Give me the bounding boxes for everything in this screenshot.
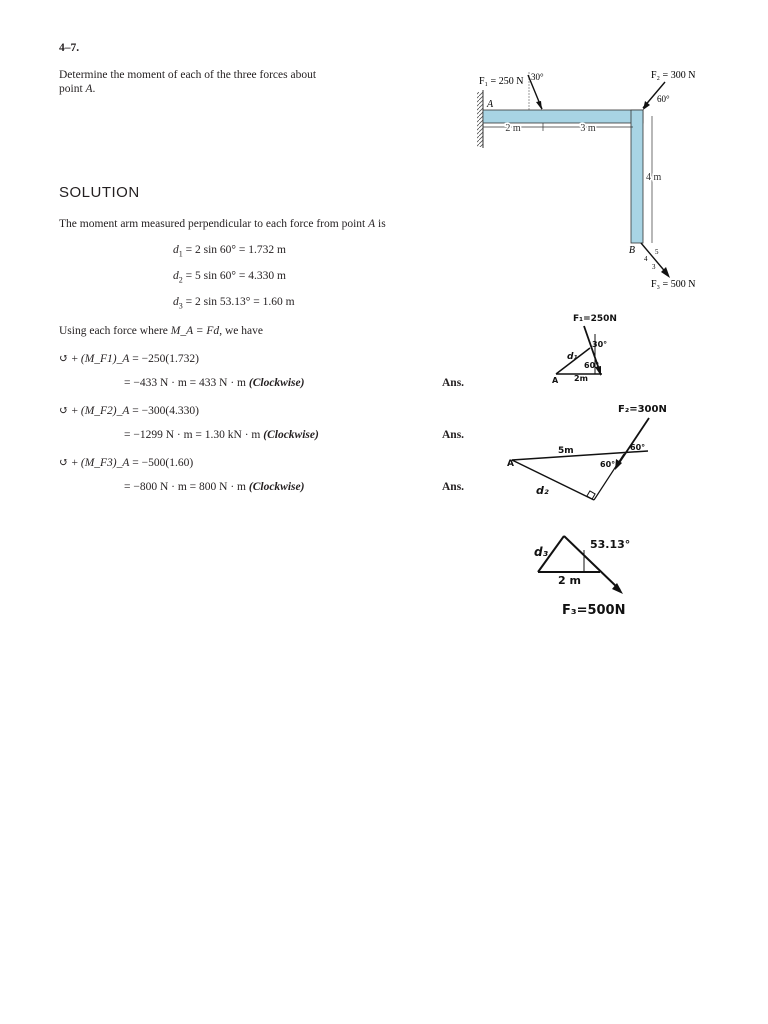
m2-direction: (Clockwise) [263, 429, 319, 441]
label-dim-4m: 4 m [646, 172, 662, 183]
label-slope-3: 3 [652, 263, 656, 271]
wall-support [477, 92, 483, 147]
d2-value: = 5 sin 60° = 4.330 m [185, 270, 286, 282]
m2-lhs: (M_F2)_A [80, 405, 130, 417]
sketch2-point-a: A [507, 459, 514, 469]
sketch1-force-label: F₁=250N [573, 314, 617, 324]
label-angle-60: 60° [657, 94, 670, 104]
using-equation: M_A = Fd [170, 325, 220, 337]
label-f3: F₃ = 500 N [651, 279, 696, 290]
sketch3-d3: d₃ [534, 545, 548, 559]
problem-number: 4–7. [59, 42, 80, 54]
problem-figure [455, 60, 715, 300]
label-slope-5: 5 [655, 248, 659, 256]
solution-heading: SOLUTION [59, 184, 140, 201]
statement-period: . [92, 83, 96, 95]
moment-f3-equation [59, 455, 193, 469]
sketch1-angle60: 60° [584, 361, 600, 370]
m3-lhs: (M_F3)_A [80, 457, 130, 469]
using-statement [59, 325, 263, 337]
label-point-b: B [628, 245, 635, 256]
m1-result: = −433 N · m = 433 N · m [124, 377, 246, 389]
moment-arm-d3: $d_3 = 2$ sin 53.13° = 1.60 m [173, 296, 295, 311]
problem-statement [59, 68, 359, 96]
statement-line-2: point [59, 83, 86, 95]
sketch2-force-line [617, 418, 649, 466]
sketch2-angle2: 60° [600, 460, 616, 469]
moment-arm-d2: $d_2 = 5$ sin 60° = 4.330 m [173, 270, 286, 285]
sketch-f2 [500, 396, 670, 508]
f2-arrowhead [643, 101, 650, 110]
using-text: Using each force where [59, 325, 171, 337]
d1-value: = 2 sin 60° = 1.732 m [185, 244, 286, 256]
ccw-sign-icon: ↺ + [59, 457, 78, 469]
moment-f1-result [124, 377, 304, 389]
sketch2-force-label: F₂=300N [618, 404, 667, 415]
moment-f3-result [124, 481, 304, 493]
ans-label-2: Ans. [442, 429, 465, 441]
horizontal-beam [483, 110, 643, 123]
sketch-f3 [528, 526, 648, 626]
solution-intro [59, 218, 386, 230]
statement-line-1: Determine the moment of each of the three forces about [59, 69, 317, 81]
m3-result: = −800 N · m = 800 N · m [124, 481, 246, 493]
sketch3-angle: 53.13° [590, 538, 631, 551]
m1-direction: (Clockwise) [248, 377, 305, 389]
moment-arm-d1: $d_1 = 2$ sin 60° = 1.732 m [173, 244, 286, 259]
statement-point: A [85, 83, 93, 95]
using-end: , we have [219, 325, 263, 337]
vertical-beam [631, 110, 643, 243]
label-dim-2m: 2 m [505, 123, 521, 134]
moment-f2-equation [59, 403, 199, 417]
sketch1-angle30: 30° [592, 340, 608, 349]
f1-arrowhead [536, 101, 542, 110]
moment-f1-equation [59, 351, 199, 365]
moment-f2-result [124, 429, 319, 441]
sketch-f1 [540, 308, 620, 388]
intro-text: The moment arm measured perpendicular to each force from point [59, 218, 369, 230]
sketch2-angle1: 60° [630, 443, 646, 452]
sketch2-length: 5m [558, 446, 574, 456]
ans-label-3: Ans. [442, 481, 465, 493]
sketch1-length: 2m [574, 374, 588, 383]
m2-rhs: = −300(4.330) [132, 405, 199, 417]
label-angle-30: 30° [531, 72, 544, 82]
sketch1-d1: d₁ [567, 352, 578, 362]
label-point-a: A [487, 99, 494, 110]
intro-point: A [368, 218, 376, 230]
label-f2: F₂ = 300 N [651, 70, 696, 81]
label-dim-3m: 3 m [580, 123, 596, 134]
intro-end: is [375, 218, 386, 230]
sketch3-force-label: F₃=500N [562, 603, 626, 618]
label-f1: F₁ = 250 N [479, 76, 524, 87]
sketch1-point-a: A [552, 376, 559, 385]
ccw-sign-icon: ↺ + [59, 353, 78, 365]
m1-rhs: = −250(1.732) [132, 353, 199, 365]
m2-result: = −1299 N · m = 1.30 kN · m [124, 429, 261, 441]
m3-rhs: = −500(1.60) [132, 457, 194, 469]
d3-value: = 2 sin 53.13° = 1.60 m [185, 296, 295, 308]
ans-label-1: Ans. [442, 377, 465, 389]
sketch2-moment-arm [512, 460, 594, 500]
ccw-sign-icon: ↺ + [59, 405, 78, 417]
m1-lhs: (M_F1)_A [80, 353, 130, 365]
sketch3-length: 2 m [558, 574, 581, 587]
label-slope-4: 4 [644, 255, 648, 263]
sketch2-base [512, 451, 648, 460]
m3-direction: (Clockwise) [248, 481, 305, 493]
sketch2-d2: d₂ [536, 484, 549, 497]
